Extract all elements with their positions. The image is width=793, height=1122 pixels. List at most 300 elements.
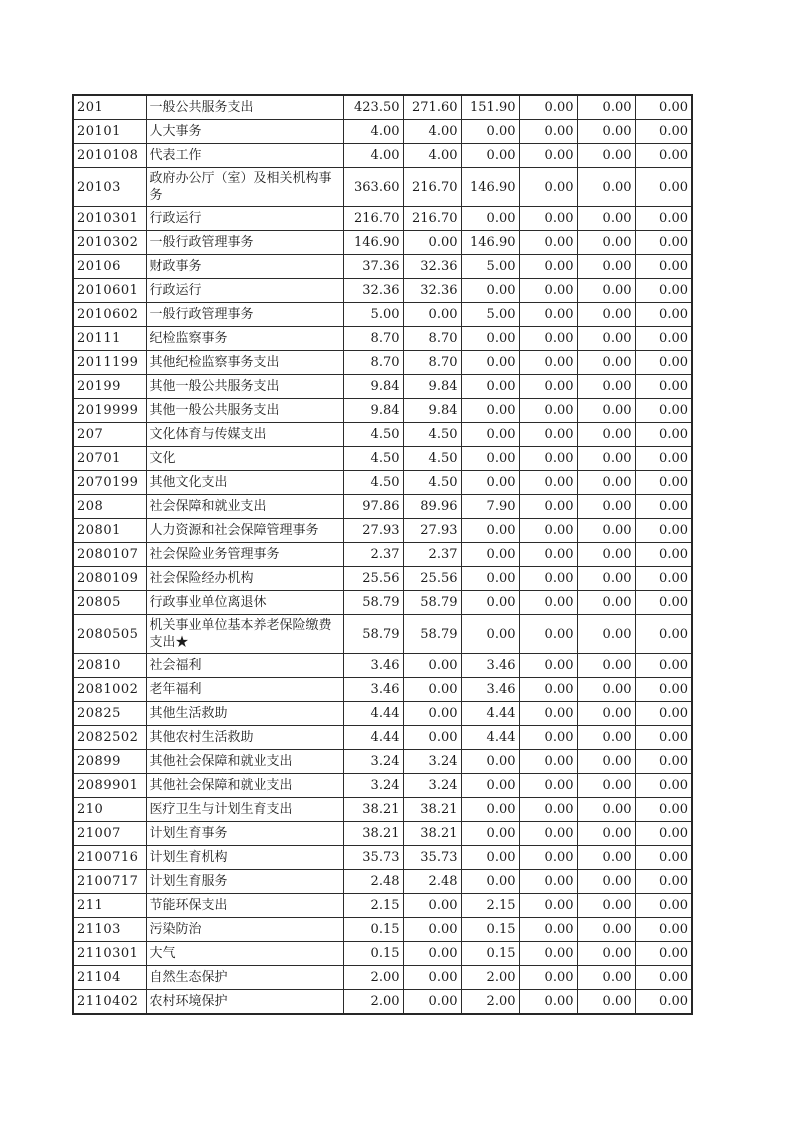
amount-cell: 0.00: [461, 774, 519, 798]
amount-cell: 0.00: [519, 678, 577, 702]
amount-cell: 0.00: [519, 543, 577, 567]
amount-cell: 0.00: [577, 207, 635, 231]
amount-cell: 0.00: [519, 519, 577, 543]
amount-cell: 0.00: [635, 543, 692, 567]
name-cell: 政府办公厅（室）及相关机构事务: [146, 168, 343, 207]
name-cell: 其他农村生活救助: [146, 726, 343, 750]
amount-cell: 0.00: [461, 543, 519, 567]
table-row: [73, 399, 692, 423]
table-row: [73, 822, 692, 846]
amount-cell: 0.00: [519, 846, 577, 870]
amount-cell: 8.70: [343, 327, 403, 351]
amount-cell: 271.60: [403, 95, 461, 120]
amount-cell: 2.37: [403, 543, 461, 567]
amount-cell: 58.79: [343, 591, 403, 615]
amount-cell: 0.00: [519, 615, 577, 654]
amount-cell: 0.00: [635, 966, 692, 990]
amount-cell: 0.00: [403, 231, 461, 255]
amount-cell: 0.00: [577, 168, 635, 207]
amount-cell: 89.96: [403, 495, 461, 519]
amount-cell: 0.00: [461, 375, 519, 399]
name-cell: 人大事务: [146, 120, 343, 144]
amount-cell: 0.00: [519, 495, 577, 519]
amount-cell: 216.70: [403, 207, 461, 231]
amount-cell: 0.00: [577, 423, 635, 447]
code-cell: 2010301: [73, 207, 146, 231]
name-cell: 人力资源和社会保障管理事务: [146, 519, 343, 543]
amount-cell: 3.46: [343, 654, 403, 678]
table-row: [73, 543, 692, 567]
table-row: [73, 231, 692, 255]
table-row: [73, 447, 692, 471]
amount-cell: 0.00: [519, 798, 577, 822]
amount-cell: 0.00: [403, 678, 461, 702]
amount-cell: 146.90: [343, 231, 403, 255]
amount-cell: 0.00: [635, 351, 692, 375]
amount-cell: 0.00: [577, 351, 635, 375]
amount-cell: 2.15: [461, 894, 519, 918]
amount-cell: 0.00: [519, 279, 577, 303]
amount-cell: 0.00: [577, 846, 635, 870]
amount-cell: 0.00: [635, 495, 692, 519]
name-cell: 行政事业单位离退休: [146, 591, 343, 615]
amount-cell: 35.73: [403, 846, 461, 870]
amount-cell: 0.00: [519, 375, 577, 399]
amount-cell: 0.00: [635, 726, 692, 750]
amount-cell: 0.00: [519, 231, 577, 255]
amount-cell: 38.21: [343, 822, 403, 846]
amount-cell: 0.00: [519, 303, 577, 327]
code-cell: 21007: [73, 822, 146, 846]
amount-cell: 0.00: [635, 279, 692, 303]
amount-cell: 3.46: [461, 654, 519, 678]
code-cell: 20111: [73, 327, 146, 351]
amount-cell: 0.00: [519, 144, 577, 168]
amount-cell: 4.44: [343, 726, 403, 750]
amount-cell: 4.00: [343, 120, 403, 144]
table-row: [73, 95, 692, 120]
name-cell: 机关事业单位基本养老保险缴费支出★: [146, 615, 343, 654]
table-row: [73, 120, 692, 144]
amount-cell: 0.00: [635, 399, 692, 423]
amount-cell: 5.00: [343, 303, 403, 327]
amount-cell: 0.00: [577, 990, 635, 1015]
amount-cell: 216.70: [343, 207, 403, 231]
amount-cell: 0.00: [461, 399, 519, 423]
amount-cell: 0.00: [461, 447, 519, 471]
code-cell: 2011199: [73, 351, 146, 375]
code-cell: 2110402: [73, 990, 146, 1015]
amount-cell: 0.00: [577, 447, 635, 471]
table-row: [73, 303, 692, 327]
amount-cell: 58.79: [343, 615, 403, 654]
amount-cell: 0.00: [635, 615, 692, 654]
budget-table-container: [72, 94, 693, 1015]
code-cell: 211: [73, 894, 146, 918]
amount-cell: 0.00: [519, 750, 577, 774]
amount-cell: 35.73: [343, 846, 403, 870]
amount-cell: 0.15: [343, 942, 403, 966]
amount-cell: 0.00: [577, 726, 635, 750]
amount-cell: 0.00: [635, 207, 692, 231]
table-row: [73, 351, 692, 375]
amount-cell: 0.00: [461, 327, 519, 351]
amount-cell: 0.00: [461, 822, 519, 846]
table-row: [73, 519, 692, 543]
amount-cell: 0.00: [635, 654, 692, 678]
code-cell: 20899: [73, 750, 146, 774]
amount-cell: 0.00: [577, 95, 635, 120]
amount-cell: 0.00: [577, 519, 635, 543]
amount-cell: 9.84: [403, 399, 461, 423]
amount-cell: 0.00: [519, 870, 577, 894]
amount-cell: 0.00: [519, 726, 577, 750]
amount-cell: 0.00: [519, 351, 577, 375]
amount-cell: 0.00: [461, 519, 519, 543]
table-row: [73, 846, 692, 870]
amount-cell: 0.00: [519, 894, 577, 918]
amount-cell: 363.60: [343, 168, 403, 207]
amount-cell: 0.00: [577, 918, 635, 942]
name-cell: 自然生态保护: [146, 966, 343, 990]
amount-cell: 4.50: [343, 447, 403, 471]
amount-cell: 0.00: [519, 447, 577, 471]
amount-cell: 0.00: [577, 822, 635, 846]
amount-cell: 0.00: [461, 567, 519, 591]
table-row: [73, 798, 692, 822]
amount-cell: 0.00: [519, 120, 577, 144]
amount-cell: 3.24: [403, 750, 461, 774]
name-cell: 代表工作: [146, 144, 343, 168]
amount-cell: 2.00: [461, 966, 519, 990]
amount-cell: 0.00: [577, 279, 635, 303]
amount-cell: 0.00: [519, 255, 577, 279]
amount-cell: 0.00: [577, 966, 635, 990]
amount-cell: 2.00: [343, 966, 403, 990]
amount-cell: 0.00: [635, 942, 692, 966]
amount-cell: 4.50: [403, 471, 461, 495]
code-cell: 2010601: [73, 279, 146, 303]
table-row: [73, 327, 692, 351]
name-cell: 一般行政管理事务: [146, 303, 343, 327]
budget-expenditure-table: [72, 94, 693, 1015]
amount-cell: 25.56: [343, 567, 403, 591]
amount-cell: 0.00: [577, 399, 635, 423]
amount-cell: 0.00: [635, 591, 692, 615]
amount-cell: 0.00: [577, 615, 635, 654]
amount-cell: 0.00: [403, 726, 461, 750]
amount-cell: 0.00: [577, 774, 635, 798]
amount-cell: 0.00: [635, 255, 692, 279]
code-cell: 2100716: [73, 846, 146, 870]
amount-cell: 4.44: [461, 726, 519, 750]
amount-cell: 0.00: [519, 567, 577, 591]
amount-cell: 0.00: [635, 423, 692, 447]
amount-cell: 0.00: [403, 942, 461, 966]
table-row: [73, 990, 692, 1015]
amount-cell: 7.90: [461, 495, 519, 519]
name-cell: 其他社会保障和就业支出: [146, 774, 343, 798]
name-cell: 其他纪检监察事务支出: [146, 351, 343, 375]
amount-cell: 0.00: [461, 351, 519, 375]
amount-cell: 3.46: [343, 678, 403, 702]
code-cell: 2010602: [73, 303, 146, 327]
name-cell: 社会保障和就业支出: [146, 495, 343, 519]
code-cell: 208: [73, 495, 146, 519]
amount-cell: 0.00: [519, 95, 577, 120]
code-cell: 207: [73, 423, 146, 447]
code-cell: 20805: [73, 591, 146, 615]
amount-cell: 0.00: [577, 471, 635, 495]
table-row: [73, 774, 692, 798]
code-cell: 20101: [73, 120, 146, 144]
name-cell: 大气: [146, 942, 343, 966]
table-row: [73, 615, 692, 654]
amount-cell: 3.24: [403, 774, 461, 798]
name-cell: 其他生活救助: [146, 702, 343, 726]
table-row: [73, 966, 692, 990]
name-cell: 社会保险业务管理事务: [146, 543, 343, 567]
amount-cell: 0.00: [577, 702, 635, 726]
amount-cell: 0.00: [577, 543, 635, 567]
table-row: [73, 894, 692, 918]
amount-cell: 4.00: [403, 144, 461, 168]
amount-cell: 8.70: [403, 351, 461, 375]
name-cell: 财政事务: [146, 255, 343, 279]
amount-cell: 0.00: [519, 774, 577, 798]
amount-cell: 0.00: [635, 567, 692, 591]
amount-cell: 0.00: [635, 918, 692, 942]
code-cell: 20825: [73, 702, 146, 726]
table-row: [73, 726, 692, 750]
table-row: [73, 207, 692, 231]
amount-cell: 0.00: [577, 303, 635, 327]
amount-cell: 3.46: [461, 678, 519, 702]
amount-cell: 0.00: [519, 990, 577, 1015]
amount-cell: 0.00: [519, 471, 577, 495]
table-row: [73, 678, 692, 702]
table-row: [73, 942, 692, 966]
amount-cell: 32.36: [343, 279, 403, 303]
amount-cell: 0.00: [403, 654, 461, 678]
amount-cell: 0.00: [519, 399, 577, 423]
amount-cell: 0.00: [461, 207, 519, 231]
amount-cell: 216.70: [403, 168, 461, 207]
amount-cell: 0.00: [635, 750, 692, 774]
amount-cell: 27.93: [403, 519, 461, 543]
amount-cell: 0.00: [635, 990, 692, 1015]
amount-cell: 2.48: [343, 870, 403, 894]
name-cell: 社会保险经办机构: [146, 567, 343, 591]
amount-cell: 4.44: [343, 702, 403, 726]
code-cell: 210: [73, 798, 146, 822]
amount-cell: 0.00: [519, 327, 577, 351]
amount-cell: 38.21: [403, 798, 461, 822]
name-cell: 一般行政管理事务: [146, 231, 343, 255]
amount-cell: 0.00: [635, 822, 692, 846]
name-cell: 老年福利: [146, 678, 343, 702]
amount-cell: 0.00: [577, 750, 635, 774]
amount-cell: 32.36: [403, 279, 461, 303]
code-cell: 20810: [73, 654, 146, 678]
amount-cell: 0.00: [461, 423, 519, 447]
name-cell: 其他社会保障和就业支出: [146, 750, 343, 774]
code-cell: 21103: [73, 918, 146, 942]
name-cell: 节能环保支出: [146, 894, 343, 918]
amount-cell: 4.00: [403, 120, 461, 144]
amount-cell: 423.50: [343, 95, 403, 120]
name-cell: 农村环境保护: [146, 990, 343, 1015]
name-cell: 行政运行: [146, 207, 343, 231]
amount-cell: 146.90: [461, 231, 519, 255]
table-row: [73, 255, 692, 279]
amount-cell: 2.00: [461, 990, 519, 1015]
table-row: [73, 168, 692, 207]
amount-cell: 2.15: [343, 894, 403, 918]
name-cell: 文化: [146, 447, 343, 471]
name-cell: 纪检监察事务: [146, 327, 343, 351]
amount-cell: 0.00: [635, 303, 692, 327]
code-cell: 2089901: [73, 774, 146, 798]
amount-cell: 0.00: [519, 423, 577, 447]
code-cell: 2010302: [73, 231, 146, 255]
amount-cell: 0.15: [461, 942, 519, 966]
amount-cell: 0.00: [461, 846, 519, 870]
amount-cell: 0.00: [519, 702, 577, 726]
name-cell: 一般公共服务支出: [146, 95, 343, 120]
amount-cell: 0.00: [635, 231, 692, 255]
amount-cell: 32.36: [403, 255, 461, 279]
code-cell: 2100717: [73, 870, 146, 894]
amount-cell: 0.00: [577, 942, 635, 966]
table-row: [73, 750, 692, 774]
code-cell: 201: [73, 95, 146, 120]
amount-cell: 0.00: [519, 966, 577, 990]
amount-cell: 0.00: [403, 966, 461, 990]
amount-cell: 0.00: [461, 750, 519, 774]
amount-cell: 0.00: [519, 918, 577, 942]
amount-cell: 0.00: [635, 702, 692, 726]
amount-cell: 5.00: [461, 255, 519, 279]
amount-cell: 0.00: [461, 798, 519, 822]
amount-cell: 4.50: [403, 447, 461, 471]
table-row: [73, 591, 692, 615]
amount-cell: 0.00: [577, 120, 635, 144]
amount-cell: 27.93: [343, 519, 403, 543]
amount-cell: 0.00: [519, 168, 577, 207]
amount-cell: 4.00: [343, 144, 403, 168]
table-row: [73, 702, 692, 726]
amount-cell: 2.00: [343, 990, 403, 1015]
amount-cell: 0.00: [635, 846, 692, 870]
code-cell: 2019999: [73, 399, 146, 423]
amount-cell: 0.00: [519, 591, 577, 615]
name-cell: 社会福利: [146, 654, 343, 678]
name-cell: 其他一般公共服务支出: [146, 399, 343, 423]
amount-cell: 0.00: [461, 471, 519, 495]
amount-cell: 4.50: [343, 423, 403, 447]
code-cell: 2080109: [73, 567, 146, 591]
table-row: [73, 279, 692, 303]
amount-cell: 0.00: [577, 894, 635, 918]
amount-cell: 0.00: [577, 495, 635, 519]
amount-cell: 0.00: [461, 615, 519, 654]
amount-cell: 0.00: [519, 822, 577, 846]
amount-cell: 0.15: [461, 918, 519, 942]
table-row: [73, 654, 692, 678]
name-cell: 医疗卫生与计划生育支出: [146, 798, 343, 822]
amount-cell: 0.00: [577, 870, 635, 894]
amount-cell: 0.00: [635, 327, 692, 351]
amount-cell: 0.00: [635, 375, 692, 399]
amount-cell: 97.86: [343, 495, 403, 519]
amount-cell: 0.00: [403, 990, 461, 1015]
code-cell: 2082502: [73, 726, 146, 750]
amount-cell: 0.00: [461, 591, 519, 615]
amount-cell: 4.50: [403, 423, 461, 447]
code-cell: 20701: [73, 447, 146, 471]
amount-cell: 151.90: [461, 95, 519, 120]
amount-cell: 5.00: [461, 303, 519, 327]
table-row: [73, 870, 692, 894]
amount-cell: 0.00: [577, 327, 635, 351]
amount-cell: 25.56: [403, 567, 461, 591]
name-cell: 计划生育服务: [146, 870, 343, 894]
amount-cell: 146.90: [461, 168, 519, 207]
amount-cell: 0.00: [461, 120, 519, 144]
name-cell: 其他一般公共服务支出: [146, 375, 343, 399]
amount-cell: 0.00: [577, 567, 635, 591]
amount-cell: 3.24: [343, 750, 403, 774]
amount-cell: 4.44: [461, 702, 519, 726]
amount-cell: 4.50: [343, 471, 403, 495]
amount-cell: 58.79: [403, 591, 461, 615]
amount-cell: 0.00: [519, 207, 577, 231]
name-cell: 污染防治: [146, 918, 343, 942]
amount-cell: 0.00: [635, 774, 692, 798]
amount-cell: 0.00: [635, 144, 692, 168]
amount-cell: 0.00: [403, 894, 461, 918]
name-cell: 文化体育与传媒支出: [146, 423, 343, 447]
amount-cell: 38.21: [343, 798, 403, 822]
table-row: [73, 567, 692, 591]
amount-cell: 0.00: [577, 375, 635, 399]
amount-cell: 0.00: [635, 168, 692, 207]
amount-cell: 8.70: [403, 327, 461, 351]
amount-cell: 0.00: [635, 894, 692, 918]
amount-cell: 9.84: [403, 375, 461, 399]
code-cell: 2081002: [73, 678, 146, 702]
amount-cell: 0.00: [577, 255, 635, 279]
amount-cell: 0.00: [577, 231, 635, 255]
amount-cell: 0.00: [635, 447, 692, 471]
amount-cell: 0.00: [635, 678, 692, 702]
amount-cell: 0.00: [635, 95, 692, 120]
amount-cell: 58.79: [403, 615, 461, 654]
amount-cell: 9.84: [343, 399, 403, 423]
table-row: [73, 423, 692, 447]
amount-cell: 9.84: [343, 375, 403, 399]
amount-cell: 0.00: [403, 918, 461, 942]
amount-cell: 0.00: [635, 870, 692, 894]
amount-cell: 0.00: [577, 678, 635, 702]
amount-cell: 0.00: [461, 144, 519, 168]
amount-cell: 0.00: [635, 798, 692, 822]
amount-cell: 0.00: [577, 591, 635, 615]
code-cell: 2010108: [73, 144, 146, 168]
amount-cell: 0.00: [519, 654, 577, 678]
amount-cell: 0.00: [403, 702, 461, 726]
